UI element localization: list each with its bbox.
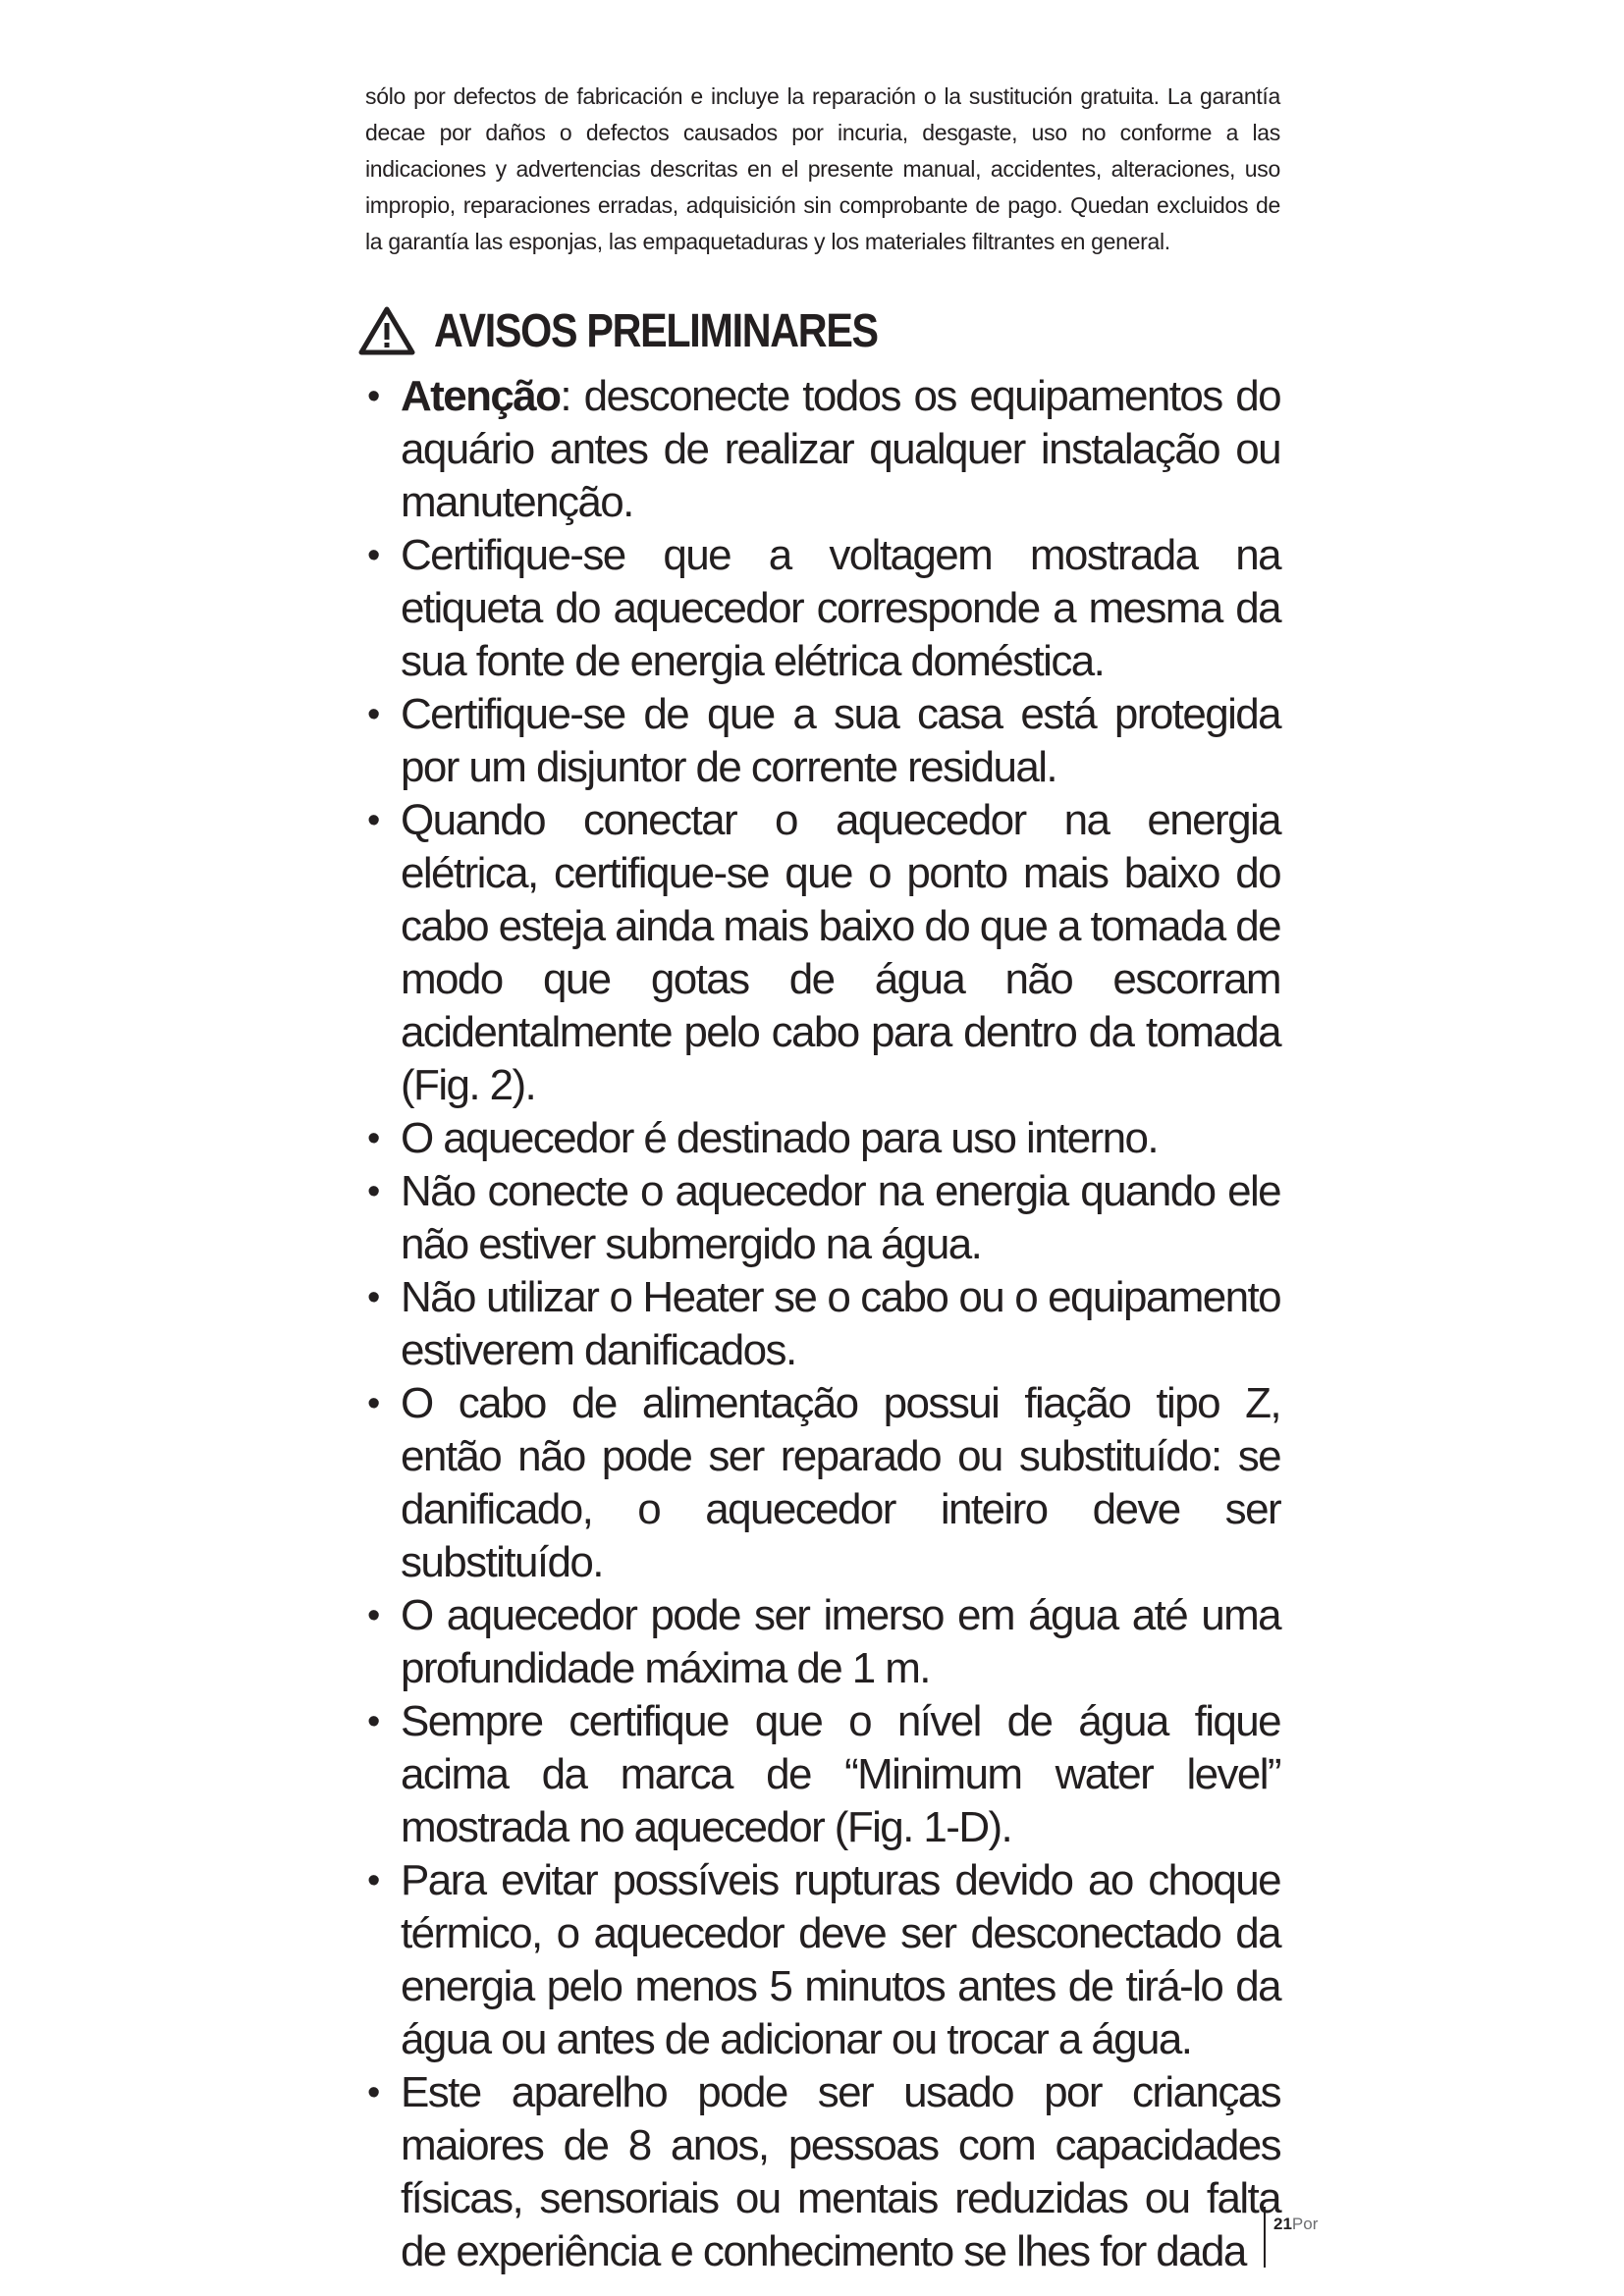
list-item: • Este aparelho pode ser usado por crianças maiores de 8 anos, pessoas com capacidades físicas, sensoriais ou mentais reduzidas ou falta de experiência e conhecimento se lhes for dada (365, 2066, 1280, 2278)
list-item: • Quando conectar o aquecedor na energia elétrica, certifique-se que o ponto mais baixo do cabo esteja ainda mais baixo do que a tomada de modo que gotas de água não escorram acidentalmente pelo cabo para dentro da tomada (Fig. 2). (365, 794, 1280, 1112)
warning-triangle-icon (357, 305, 416, 356)
list-item: • O cabo de alimentação possui fiação tipo Z, então não pode ser reparado ou substituído: se danificado, o aquecedor inteiro deve ser substituído. (365, 1377, 1280, 1589)
page-footer (1264, 2207, 1318, 2268)
list-item: • Certifique-se que a voltagem mostrada na etiqueta do aquecedor corresponde a mesma da sua fonte de energia elétrica doméstica. (365, 529, 1280, 688)
intro-paragraph: sólo por defectos de fabricación e incluye la reparación o la sustitución gratuita. La garantía decae por daños o defectos causados por incuria, desgaste, uso no conforme a las indicaciones y advertencias descritas en el presente manual, accidentes, alteraciones, uso impropio, reparaciones erradas, adquisición sin comprobante de pago. Quedan excluidos de la garantía las esponjas, las empaquetaduras y los materiales filtrantes en general. (365, 83, 1280, 254)
list-item: • Certifique-se de que a sua casa está protegida por um disjuntor de corrente residual. (365, 688, 1280, 794)
section-title: AVISOS PRELIMINARES (434, 304, 878, 357)
section-heading (357, 301, 1280, 360)
page-number: 21 (1273, 2215, 1292, 2233)
list-item: • Não conecte o aquecedor na energia quando ele não estiver submergido na água. (365, 1165, 1280, 1271)
list-item: • Para evitar possíveis rupturas devido ao choque térmico, o aquecedor deve ser desconectado da energia pelo menos 5 minutos antes de tirá-lo da água ou antes de adicionar ou trocar a água. (365, 1854, 1280, 2066)
language-label: Por (1291, 2215, 1319, 2233)
page-content (365, 79, 1280, 2278)
list-item: • O aquecedor pode ser imerso em água até uma profundidade máxima de 1 m. (365, 1589, 1280, 1695)
list-item: • Não utilizar o Heater se o cabo ou o equipamento estiverem danificados. (365, 1271, 1280, 1377)
list-item: • Atenção: desconecte todos os equipamentos do aquário antes de realizar qualquer instalação ou manutenção. (365, 370, 1280, 529)
warning-list (365, 370, 1280, 2278)
list-item: • Sempre certifique que o nível de água fique acima da marca de “Minimum water level” mostrada no aquecedor (Fig. 1-D). (365, 1695, 1280, 1854)
list-item: • O aquecedor é destinado para uso interno. (365, 1112, 1280, 1165)
warning-lead: Atenção (401, 372, 561, 420)
